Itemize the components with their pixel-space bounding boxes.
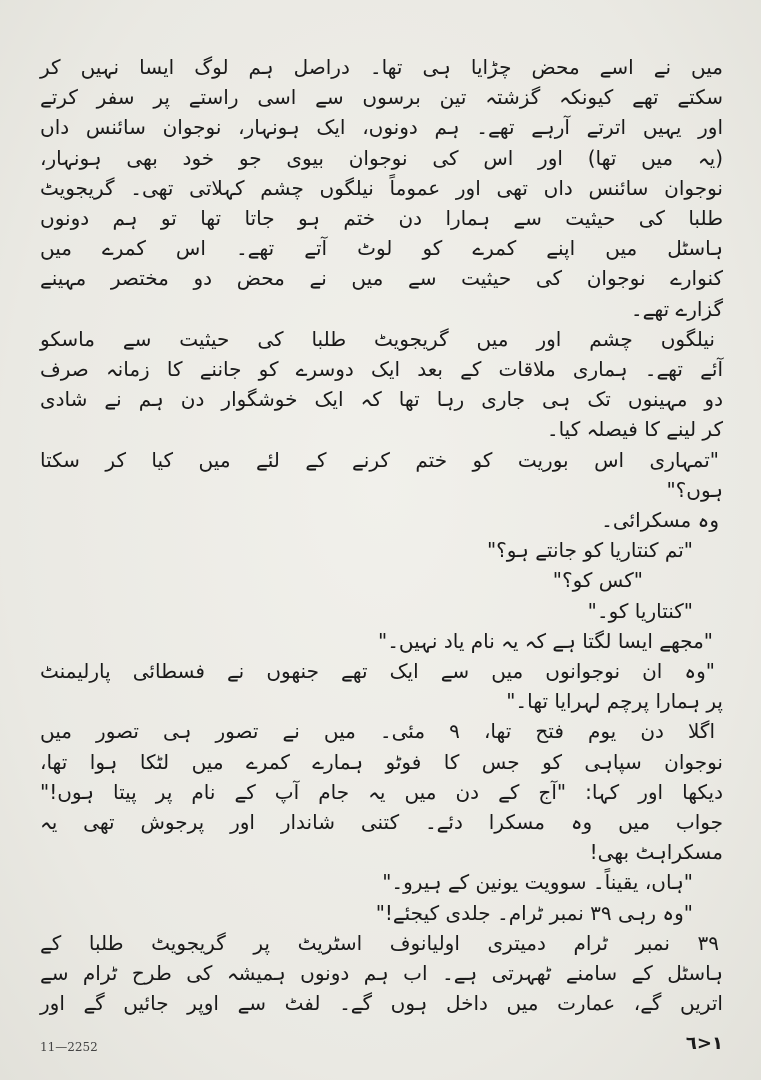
text-line: کر لینے کا فیصلہ کیا۔ xyxy=(546,417,723,442)
print-code: 11—2252 xyxy=(40,1040,98,1054)
text-line: دیکھا اور کہا: "آج کے دن میں یہ جام آپ کے نام پر پیتا ہوں!" xyxy=(40,779,723,804)
text-line: نیلگوں چشم اور میں گریجویٹ طلبا کی حیثیت سے ماسکو xyxy=(40,326,715,351)
text-line: "ہاں، یقیناً۔ سوویت یونین کے ہیرو۔" xyxy=(382,870,693,895)
text-line: "کس کو؟" xyxy=(552,568,643,593)
text-line: اور یہیں اترتے آرہے تھے۔ ہم دونوں، ایک ہونہار، نوجوان سائنس داں xyxy=(40,115,723,140)
text-line: میں نے اسے محض چڑایا ہی تھا۔ دراصل ہم لوگ ایسا نہیں کر xyxy=(40,55,723,79)
text-line: پر ہمارا پرچم لہرایا تھا۔" xyxy=(506,689,723,714)
text-line: نوجوان سائنس داں تھی اور عموماً نیلگوں چشم کہلاتی تھی۔ گریجویٹ xyxy=(40,175,723,200)
text-line: "کنتاریا کو۔" xyxy=(587,598,693,623)
text-line: (یہ میں تھا) اور اس کی نوجوان بیوی جو خود بھی ہونہار، xyxy=(40,145,723,170)
text-line: ہاسٹل کے سامنے ٹھہرتی ہے۔ اب ہم دونوں ہمیشہ کی طرح ٹرام سے xyxy=(40,961,723,986)
text-line: جواب میں وہ مسکرا دئے۔ کتنی شاندار اور پرجوش تھی یہ xyxy=(40,810,723,835)
text-line: طلبا کی حیثیت سے ہمارا دن ختم ہو جاتا تھا تو ہم دونوں xyxy=(40,206,723,231)
text-line: وہ مسکرائی۔ xyxy=(601,508,719,533)
text-line: آئے تھے۔ ہماری ملاقات کے بعد ایک دوسرے کو جاننے کا زمانہ صرف xyxy=(40,357,723,382)
text-line: کنوارے نوجوان کی حیثیت سے میں نے محض دو مختصر مہینے xyxy=(40,266,723,291)
text-line: "وہ ان نوجوانوں میں سے ایک تھے جنھوں نے فسطائی پارلیمنٹ xyxy=(40,659,715,684)
text-line: "تمہاری اس بوریت کو ختم کرنے کے لئے میں کیا کر سکتا xyxy=(40,447,719,472)
text-line: "مجھے ایسا لگتا ہے کہ یہ نام یاد نہیں۔" xyxy=(378,628,713,653)
body-text xyxy=(40,52,723,1019)
text-line: اتریں گے، عمارت میں داخل ہوں گے۔ لفٹ سے اوپر جائیں گے اور xyxy=(40,991,723,1016)
text-line: اگلا دن یوم فتح تھا، ۹ مئی۔ میں نے تصور ہی تصور میں xyxy=(40,719,716,744)
text-line: نوجوان سپاہی کو جس کا فوٹو ہمارے کمرے میں لٹکا ہوا تھا، xyxy=(40,749,723,774)
text-line: مسکراہٹ بھی! xyxy=(589,840,723,865)
text-line: "تم کنتاریا کو جانتے ہو؟" xyxy=(486,538,693,563)
text-line: "وہ رہی ۳۹ نمبر ٹرام۔ جلدی کیجئے!" xyxy=(375,900,693,925)
page-footer xyxy=(40,1032,723,1054)
text-line: گزارے تھے۔ xyxy=(630,296,723,321)
text-line: سکتے تھے کیونکہ گزشتہ تین برسوں سے اسی راستے پر سفر کرتے xyxy=(40,85,723,110)
text-line: ہوں؟" xyxy=(666,477,723,502)
text-line: دو مہینوں تک ہی جاری رہا تھا کہ ایک خوشگوار دن ہم نے شادی xyxy=(40,387,723,412)
text-line: ہاسٹل میں اپنے کمرے کو لوٹ آتے تھے۔ اس کمرے میں xyxy=(40,236,723,261)
page-number: ١<٦ xyxy=(685,1033,723,1054)
text-line: ۳۹ نمبر ٹرام دمیتری اولیانوف اسٹریٹ پر گریجویٹ طلبا کے xyxy=(40,930,719,955)
